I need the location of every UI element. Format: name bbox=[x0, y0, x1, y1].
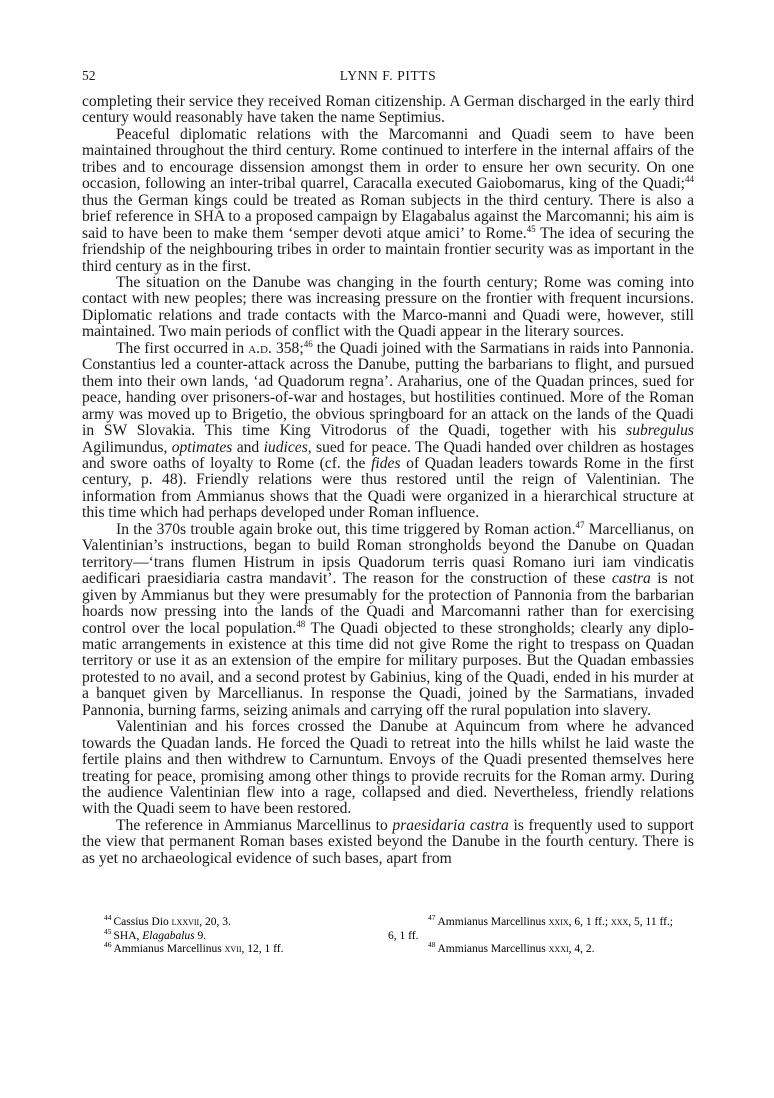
paragraph bbox=[82, 127, 694, 275]
italic-text: optimates bbox=[171, 438, 233, 456]
italic-text: fides bbox=[371, 454, 401, 472]
text-run: 358; bbox=[271, 339, 304, 357]
footnote bbox=[86, 926, 388, 944]
text-run: The reference in Ammianus Marcellinus to bbox=[116, 816, 393, 834]
footnote bbox=[410, 940, 694, 957]
footnotes bbox=[82, 913, 694, 957]
footnote-number: 48 bbox=[428, 940, 436, 950]
footnote-text: Ammianus Marcellinus bbox=[113, 943, 225, 956]
text-run: Marcellianus, on Valentinian’s instructions, began to build Roman strongholds beyond the Danube on Quadan territory—‘trans flumen Histrum in ipsis Quadorum terris quasi Romano iuri iam vindicatis aedificari praesidiaria castra mandavit’. The reason for the construction of these bbox=[82, 520, 694, 588]
text-run: The Quadi objected to these strongholds; clearly any diplo-matic arrangements in existence at this time did not give Rome the right to trespass on Quadan territory or use it as an extension of the empire for military purposes. But the Quadan embassies protested to no avail, and a second protest by Gabinius, king of the Quadi, ended in his murder at a banquet given by Marcellianus. In response the Quadi, joined by the Sarmatians, invaded Pannonia, burning farms, seizing animals and carrying off the rural population into slavery. bbox=[82, 619, 694, 719]
footnote bbox=[86, 940, 388, 957]
footnote-text: Ammianus Marcellinus bbox=[437, 943, 549, 956]
footnote-reference: 46 bbox=[303, 338, 313, 349]
text-run: Valentinian and his forces crossed the Danube at Aquincum from where he advanced towards the Quadan lands. He forced the Quadi to retreat into the hills whilst he laid waste the fertile plains and then withdrew to Carnuntum. Envoys of the Quadi presented themselves here treating for peace, promising among other things to provide recruits for the Roman army. During the audience Valentinian flew into a rage, collapsed and died. Nevertheless, friendly relations with the Quadi seem to have been restored. bbox=[82, 718, 694, 818]
footnotes-left-column bbox=[82, 913, 388, 957]
italic-text: praesidaria castra bbox=[392, 816, 509, 834]
footnote-number: 47 bbox=[428, 913, 436, 923]
text-run: The situation on the Danube was changing in the fourth century; Rome was coming into contact with new peoples; there was increasing pressure on the frontier with frequent incursions. Diplomatic relations and trade contacts with the Marco-manni and Quadi were, however, still maintained. Two main periods of conflict with the Quadi appear in the literary sources. bbox=[82, 273, 694, 341]
italic-text: castra bbox=[611, 570, 651, 588]
small-caps-text: xvii bbox=[224, 943, 242, 956]
text-run: , sued for peace. The Quadi handed over children as hostages and swore oaths of loyalty to Rome (cf. the bbox=[82, 438, 695, 472]
text-run: and bbox=[232, 438, 264, 456]
paragraph bbox=[82, 275, 694, 341]
footnote-text: 9. bbox=[194, 929, 207, 942]
footnote-reference: 48 bbox=[296, 618, 306, 629]
paragraph bbox=[82, 94, 694, 127]
footnote-text: , 12, 1 ff. bbox=[241, 943, 284, 956]
italic-text: iudices bbox=[263, 438, 308, 456]
text-run: The first occurred in bbox=[116, 339, 249, 357]
footnote-number: 44 bbox=[104, 913, 112, 923]
text-run: is not given by Ammianus but they were presumably for the protection of Pannonia from the barbarian hoards now pressing into the lands of the Quadi and Marcomanni rather than for exercising control over the local population. bbox=[82, 570, 695, 637]
footnote bbox=[86, 913, 388, 930]
small-caps-text: xxxi bbox=[548, 943, 569, 956]
page-header bbox=[82, 68, 694, 88]
footnote-number: 46 bbox=[104, 940, 112, 950]
text-run: In the 370s trouble again broke out, this time triggered by Roman action. bbox=[116, 520, 576, 538]
footnote-reference: 45 bbox=[526, 223, 536, 234]
footnote-text: , 20, 3. bbox=[199, 916, 231, 928]
text-run: thus the German kings could be treated as Roman subjects in the third century. There is also a brief reference in SHA to a proposed campaign by Elagabalus against the Marcomanni; his aim is said to have been to make them ‘semper devoti atque amici’ to Rome. bbox=[82, 191, 694, 242]
small-caps-text: lxxvii bbox=[171, 916, 200, 928]
paragraph bbox=[82, 519, 695, 719]
small-caps-text: xxx bbox=[610, 916, 629, 928]
text-run: the Quadi joined with the Sarmatians in raids into Pannonia. Constantius led a counter-attack across the Danube, putting the barbarians to flight, and pursued them into their own lands, ‘ad Quadorum regna’. Araharius, one of the Quadan princes, sued for peace, handing over prisoners-of-war and hostages, but hostilities continued. More of the Roman army was moved up to Brigetio, the obvious springboard for an attack on the lands of the Quadi in SW Slovakia. This time King Vitrodorus of the Quadi, together with his bbox=[82, 339, 694, 440]
running-head-author: LYNN F. PITTS bbox=[339, 68, 437, 83]
footnote-text: Ammianus Marcellinus bbox=[437, 916, 549, 928]
text-run: completing their service they received Roman citizenship. A German discharged in the early third century would reasonably have taken the name Septimius. bbox=[82, 93, 694, 127]
paragraph bbox=[82, 719, 694, 818]
italic-text: Elagabalus bbox=[142, 929, 195, 942]
italic-text: subregulus bbox=[626, 422, 694, 440]
footnotes-right-column bbox=[388, 913, 694, 957]
journal-page bbox=[82, 68, 694, 867]
footnote-number: 45 bbox=[104, 926, 112, 936]
paragraph bbox=[82, 338, 695, 522]
text-run: Agilimundus, bbox=[82, 438, 172, 456]
footnote-text: SHA, bbox=[113, 929, 143, 942]
footnote-text: Cassius Dio bbox=[113, 916, 172, 928]
footnote-reference: 44 bbox=[685, 174, 694, 185]
footnote-continuation: 6, 1 ff. bbox=[388, 929, 419, 942]
footnote-reference: 47 bbox=[575, 519, 585, 530]
small-caps-text: a.d. bbox=[248, 339, 272, 357]
page-number: 52 bbox=[82, 68, 96, 83]
footnote bbox=[410, 913, 694, 930]
footnote-text: , 5, 11 ff.; bbox=[628, 916, 674, 928]
text-run: of Quadan leaders towards Rome in the first century, p. 48). Friendly relations were thus restored until the reign of Valentinian. The information from Ammianus shows that the Quadi were organized in a hierarchical structure at this time which had perhaps developed under Roman influence. bbox=[82, 454, 694, 522]
text-run: Peaceful diplomatic relations with the Marcomanni and Quadi seem to have been maintained throughout the third century. Rome continued to interfere in the internal affairs of the tribes and to encourage dissension amongst them in order to ensure her own security. On one occasion, following an inter-tribal quarrel, Caracalla executed Gaiobomarus, king of the Quadi; bbox=[82, 125, 694, 193]
paragraph bbox=[82, 818, 694, 867]
article-body bbox=[82, 94, 694, 867]
footnote-text: , 4, 2. bbox=[568, 943, 595, 956]
text-run: The idea of securing the friendship of the neighbouring tribes in order to maintain frontier security was as important in the third century as in the first. bbox=[82, 224, 694, 275]
footnote-text: , 6, 1 ff.; bbox=[568, 916, 611, 928]
text-run: is frequently used to support the view that permanent Roman bases existed beyond the Danube in the fourth century. There is as yet no archaeological evidence of such bases, apart from bbox=[82, 816, 694, 867]
small-caps-text: xxix bbox=[548, 916, 569, 928]
